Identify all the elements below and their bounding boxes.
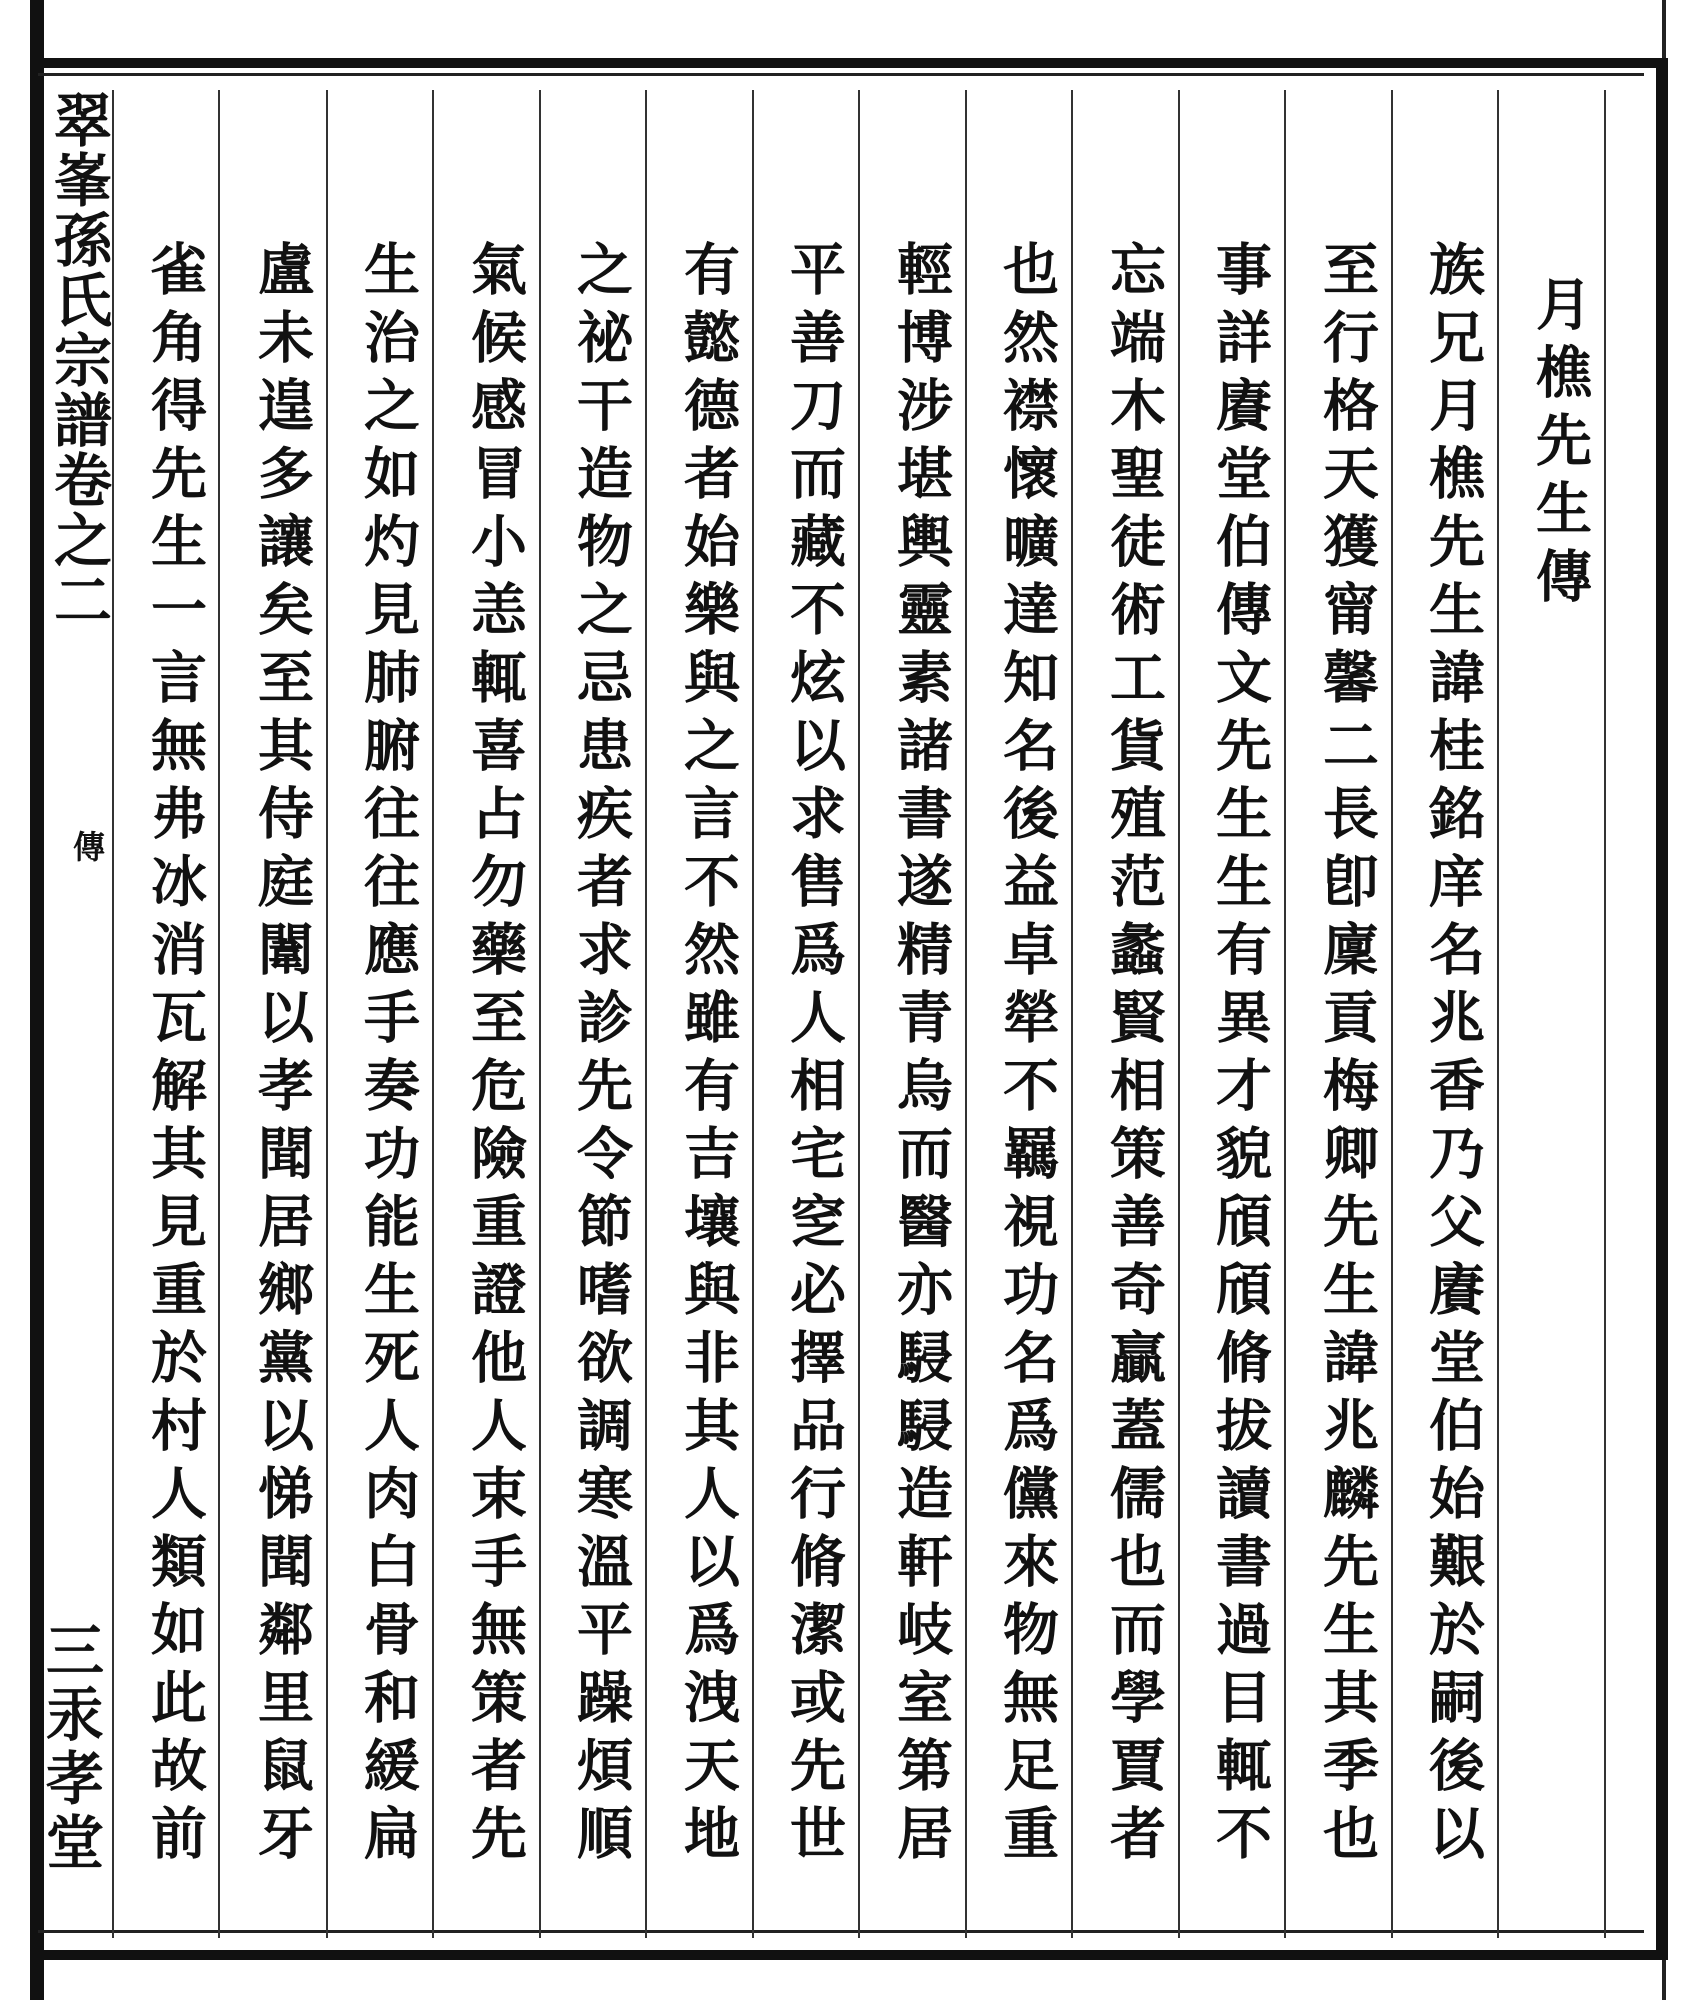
text-column: 族兄月樵先生諱桂銘庠名兆香乃父賡堂伯始艱於嗣後以 — [1420, 240, 1486, 1872]
section-label: 傳 — [68, 830, 106, 862]
text-column: 盧未遑多讓矣至其侍庭闈以孝聞居鄉黨以悌聞鄰里鼠牙 — [249, 240, 315, 1872]
text-column: 事詳賡堂伯傳文先生生有異才貌頎頎脩拔讀書過目輒不 — [1207, 240, 1273, 1872]
text-column: 平善刀而藏不炫以求售爲人相宅窆必擇品行脩潔或先世 — [781, 240, 847, 1872]
text-column: 至行格天獲甯馨二長卽廩貢梅卿先生諱兆麟先生其季也 — [1314, 240, 1380, 1872]
text-column: 氣候感冒小恙輒喜占勿藥至危險重證他人束手無策者先 — [462, 240, 528, 1872]
text-column: 之祕干造物之忌患疾者求診先令節嗜欲調寒溫平躁煩順 — [568, 240, 634, 1872]
text-column: 也然襟懷曠達知名後益卓犖不羈視功名爲儻來物無足重 — [994, 240, 1060, 1872]
book-title-text: 翠峯孫氏宗譜 — [44, 90, 112, 450]
text-column: 忘端木聖徒術工貨殖范蠡賢相策善奇贏蓋儒也而學賈者 — [1101, 240, 1167, 1872]
text-column: 雀角得先生一言無弗冰消瓦解其見重於村人類如此故前 — [142, 240, 208, 1872]
publisher-label: 三汞孝堂 — [36, 1620, 104, 1876]
article-title: 月樵先生傳 — [1527, 275, 1593, 615]
text-column: 輕博涉堪輿靈素諸書遂精青烏而醫亦駸駸造軒岐室第居 — [888, 240, 954, 1872]
volume-text: 卷之二 — [44, 450, 112, 630]
text-column: 生治之如灼見肺腑往往應手奏功能生死人肉白骨和緩扁 — [355, 240, 421, 1872]
text-column: 有懿德者始樂與之言不然雖有吉壤與非其人以爲洩天地 — [675, 240, 741, 1872]
